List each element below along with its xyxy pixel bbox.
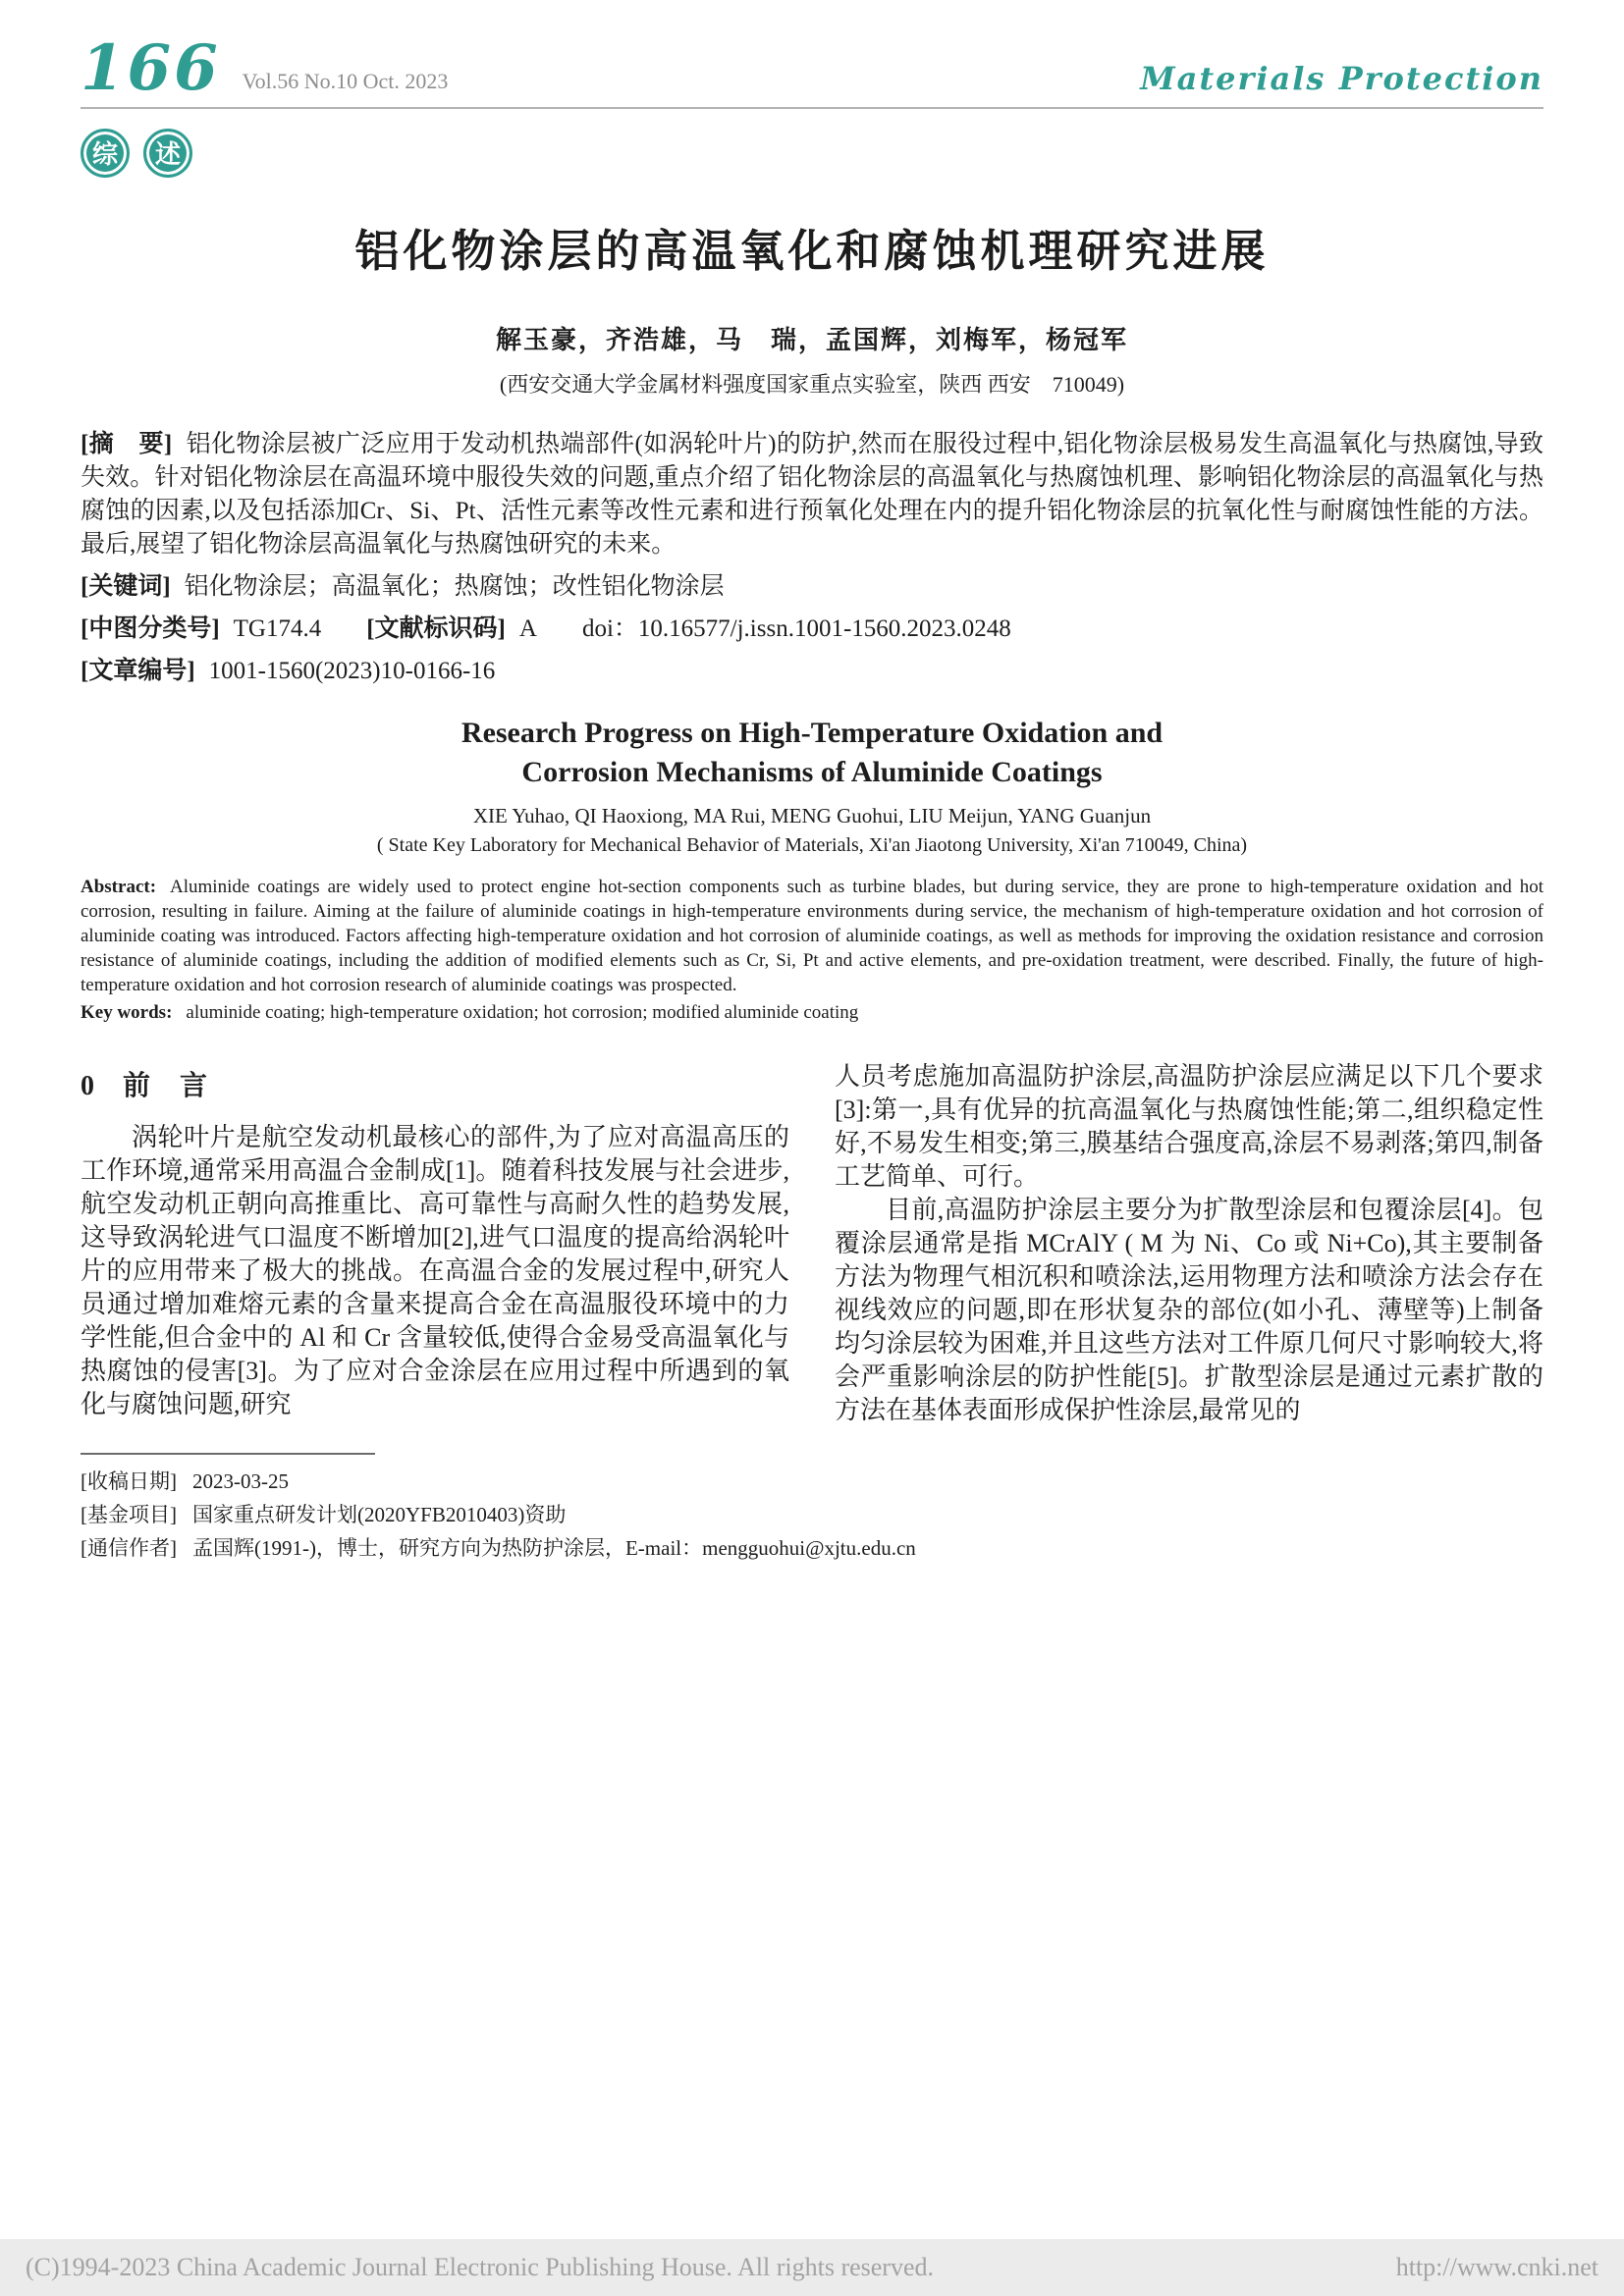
section-title: 前 言 [123, 1070, 209, 1101]
header-divider [81, 107, 1543, 109]
footnote-corresponding-author-label: [通信作者] [81, 1535, 177, 1560]
abstract-en [81, 875, 1543, 997]
review-badge-shu [143, 129, 192, 178]
left-column [81, 1060, 789, 1427]
authors-cn: 解玉豪，齐浩雄，马 瑞，孟国辉，刘梅军，杨冠军 [495, 325, 1128, 354]
header-left [81, 31, 449, 105]
footnote-corresponding-author-text: 孟国辉(1991-)，博士，研究方向为热防护涂层，E-mail：mengguohui@xjtu.edu.cn [192, 1535, 916, 1560]
section-number: 0 [81, 1070, 95, 1101]
footnote-fund-project-label: [基金项目] [81, 1502, 177, 1526]
authors-en: XIE Yuhao, QI Haoxiong, MA Rui, MENG Guohui, LIU Meijun, YANG Guanjun [472, 803, 1152, 828]
page-footer [0, 2239, 1624, 2296]
footnote-received-date-text: 2023-03-25 [192, 1468, 289, 1493]
issue-info: Vol.56 No.10 Oct. 2023 [242, 68, 449, 93]
doc-code-value: A [518, 614, 537, 642]
keywords-en-label: Key words: [81, 1001, 173, 1023]
abstract-en-text: Aluminide coatings are widely used to protect engine hot-section components such as turbine blades, but during service, they are prone to high-temperature oxidation and hot corrosion, resulting in failure. Aiming at the failure of aluminide coatings in high-temperature environments during service, the mechanism of high-temperature oxidation and hot corrosion of aluminide coating was introduced. Factors affecting high-temperature oxidation and hot corrosion of aluminide coatings, as well as methods for improving the oxidation resistance and corrosion resistance of aluminide coatings, including the addition of modified elements such as Cr, Si, Pt and active elements, and pre-oxidation treatment, were described. Finally, the future of high-temperature oxidation and hot corrosion research of aluminide coatings was prospected. [81, 876, 1543, 995]
footnote-fund-project-text: 国家重点研发计划(2020YFB2010403)资助 [192, 1502, 567, 1526]
section-heading [81, 1064, 789, 1103]
abstract-cn-text: 铝化物涂层被广泛应用于发动机热端部件(如涡轮叶片)的防护,然而在服役过程中,铝化物涂层极易发生高温氧化与热腐蚀,导致失效。针对铝化物涂层在高温环境中服役失效的问题,重点介绍了铝化物涂层的高温氧化与热腐蚀机理、影响铝化物涂层的高温氧化与热腐蚀的因素,以及包括添加Cr、Si、Pt、活性元素等改性元素和进行预氧化处理在内的提升铝化物涂层的抗氧化性与耐腐蚀性能的方法。最后,展望了铝化物涂层高温氧化与热腐蚀研究的未来。 [81, 430, 1544, 558]
body-paragraph: 涡轮叶片是航空发动机最核心的部件,为了应对高温高压的工作环境,通常采用高温合金制成[1]。随着科技发展与社会进步,航空发动机正朝向高推重比、高可靠性与高耐久性的趋势发展,这导致涡轮进气口温度不断增加[2],进气口温度的提高给涡轮叶片的应用带来了极大的挑战。在高温合金的发展过程中,研究人员通过增加难熔元素的含量来提高合金在高温服役环境中的力学性能,但合金中的 Al 和 Cr 含量较低,使得合金易受高温氧化与热腐蚀的侵害[3]。为了应对合金涂层在应用过程中所遇到的氧化与腐蚀问题,研究 [81, 1122, 789, 1418]
right-column [835, 1060, 1543, 1427]
article-number-value: 1001-1560(2023)10-0166-16 [208, 657, 496, 684]
article-number-line [81, 655, 1543, 688]
keywords-en-text: aluminide coating; high-temperature oxidation; hot corrosion; modified aluminide coating [186, 1001, 859, 1023]
article-title-en-line1: Research Progress on High-Temperature Oxidation and [460, 716, 1164, 749]
article-title-en-line2: Corrosion Mechanisms of Aluminide Coatings [521, 755, 1103, 788]
footnote-received-date-label: [收稿日期] [81, 1468, 177, 1493]
body-paragraph: 目前,高温防护涂层主要分为扩散型涂层和包覆涂层[4]。包覆涂层通常是指 MCrAlY ( M 为 Ni、Co 或 Ni+Co),其主要制备方法为物理气相沉积和喷涂法,运用物理方法和喷涂方法会存在视线效应的问题,即在形状复杂的部位(如小孔、薄壁等)上制备均匀涂层较为困难,并且这些方法对工件原几何尺寸影响较大,将会严重影响涂层的防护性能[5]。扩散型涂层是通过元素扩散的方法在基体表面形成保护性涂层,最常见的 [835, 1195, 1543, 1424]
clc-value: TG174.4 [233, 614, 322, 642]
review-badge-shu-char: 述 [154, 140, 181, 170]
page-number: 166 [81, 31, 221, 105]
clc-line [81, 613, 1543, 646]
article-title-en [81, 714, 1543, 792]
copyright-text: (C)1994-2023 China Academic Journal Electronic Publishing House. All rights reserved. [26, 2253, 934, 2281]
clc-label: [中图分类号] [81, 614, 220, 642]
affiliation-cn: (西安交通大学金属材料强度国家重点实验室，陕西 西安 710049) [499, 371, 1125, 397]
page-header [0, 0, 1624, 105]
keywords-cn-line [81, 570, 1543, 604]
footnote-fund-project [81, 1498, 1543, 1531]
affiliation-en: ( State Key Laboratory for Mechanical Behavior of Materials, Xi'an Jiaotong University, Xi'an 710049, China) [376, 833, 1248, 856]
review-badge-zong-char: 综 [91, 140, 118, 170]
doc-code-label: [文献标识码] [366, 614, 506, 642]
keywords-cn-text: 铝化物涂层；高温氧化；热腐蚀；改性铝化物涂层 [184, 572, 725, 600]
journal-name: Materials Protection [1140, 59, 1543, 97]
article-type-badges [81, 129, 1624, 178]
abstract-cn-label: [摘 要] [81, 430, 173, 457]
doi-text: doi：10.16577/j.issn.1001-1560.2023.0248 [581, 614, 1011, 642]
keywords-en-line [81, 1000, 1543, 1025]
body-columns [81, 1060, 1543, 1427]
review-badge-zong [81, 129, 130, 178]
footnote-received-date [81, 1465, 1543, 1498]
footnote-corresponding-author [81, 1531, 1543, 1565]
keywords-cn-label: [关键词] [81, 572, 171, 600]
body-paragraph: 人员考虑施加高温防护涂层,高温防护涂层应满足以下几个要求[3]:第一,具有优异的抗高温氧化与热腐蚀性能;第二,组织稳定性好,不易发生相变;第三,膜基结合强度高,涂层不易剥落;第四,制备工艺简单、可行。 [835, 1061, 1543, 1191]
article-title-cn: 铝化物涂层的高温氧化和腐蚀机理研究进展 [354, 226, 1270, 276]
abstract-cn [81, 428, 1543, 561]
footnote-divider [81, 1453, 375, 1455]
footnotes [81, 1465, 1543, 1565]
cnki-link[interactable]: http://www.cnki.net [1395, 2253, 1598, 2281]
article-number-label: [文章编号] [81, 657, 195, 684]
abstract-en-label: Abstract: [81, 876, 157, 897]
